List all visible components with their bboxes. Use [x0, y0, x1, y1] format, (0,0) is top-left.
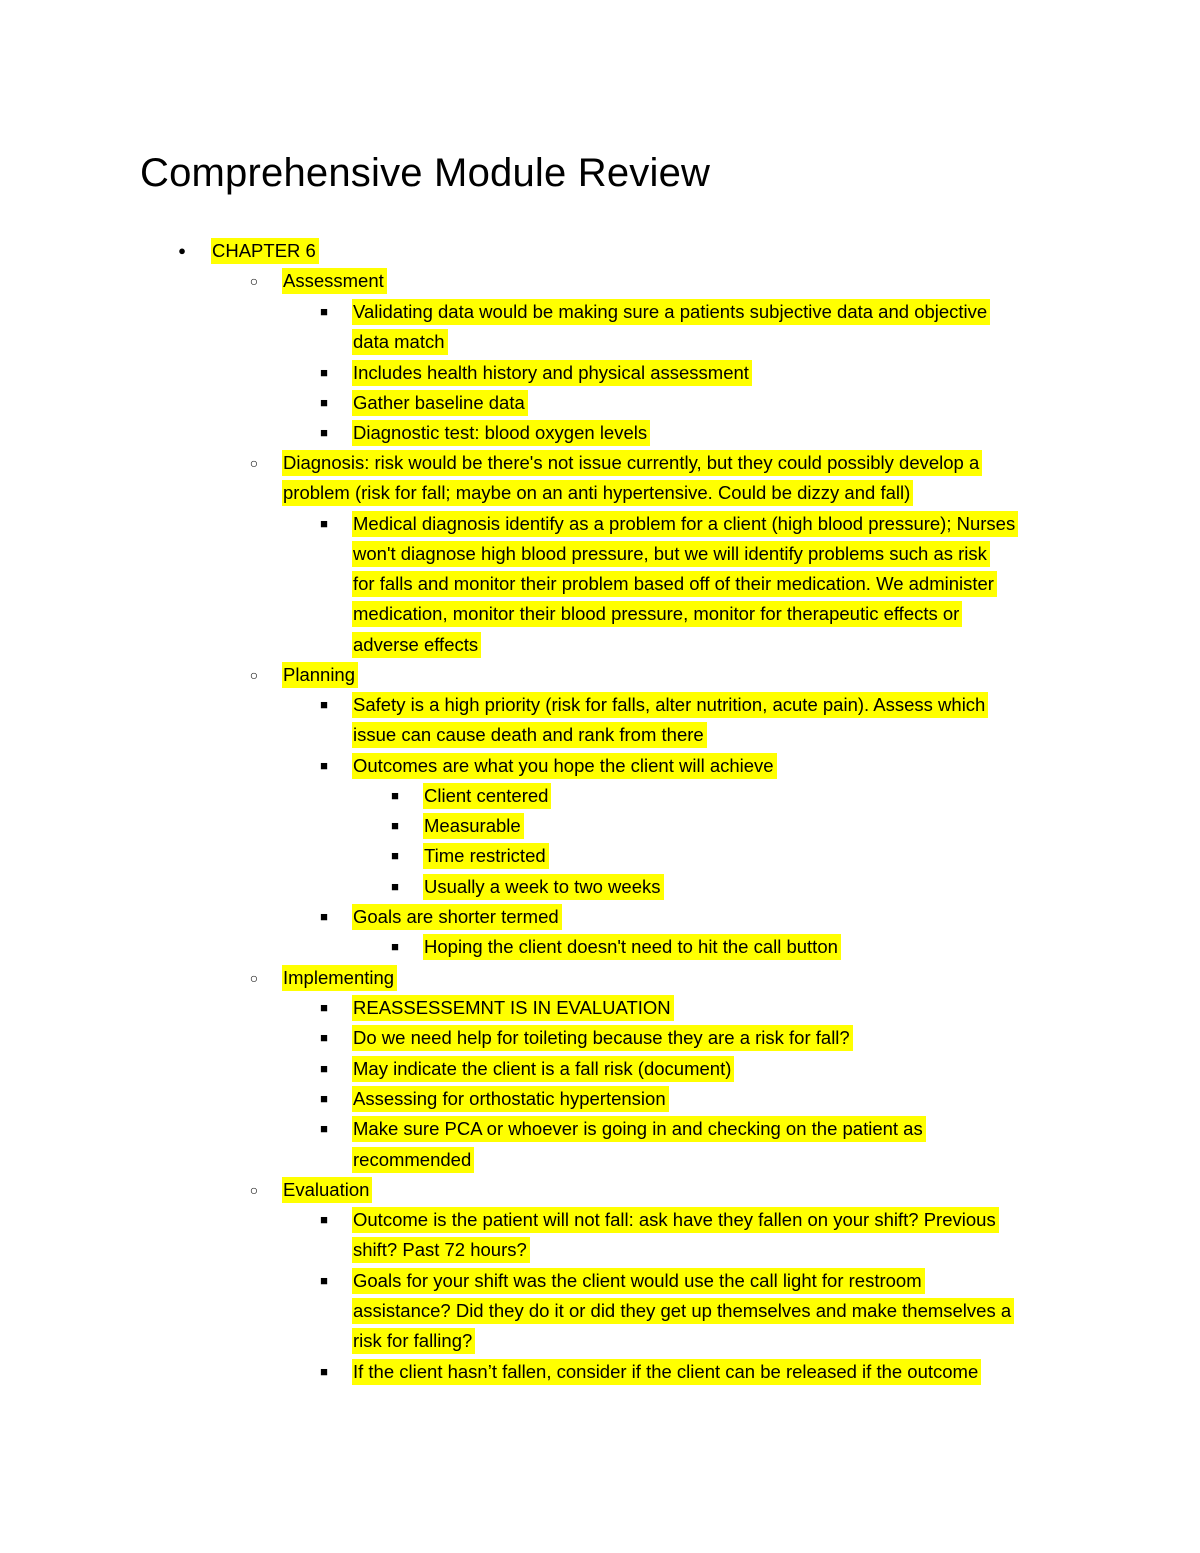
- section-heading-implementing: Implementing: [282, 963, 397, 993]
- section-heading-diagnosis: Diagnosis: risk would be there's not issue currently, but they could possibly develop a: [282, 448, 982, 478]
- list-item: Do we need help for toileting because they are a risk for fall?: [352, 1023, 853, 1053]
- bullet-level3: ■: [320, 425, 328, 440]
- bullet-level3: ■: [320, 1212, 328, 1227]
- list-item: Validating data would be making sure a patients subjective data and objective: [352, 297, 990, 327]
- bullet-level2: ○: [249, 970, 259, 986]
- list-item-continuation: issue can cause death and rank from there: [352, 720, 707, 750]
- list-item-continuation: shift? Past 72 hours?: [352, 1235, 530, 1265]
- list-item-continuation: medication, monitor their blood pressure, monitor for therapeutic effects or: [352, 599, 962, 629]
- list-item-continuation: recommended: [352, 1145, 474, 1175]
- bullet-level3: ■: [320, 1364, 328, 1379]
- list-item-continuation: adverse effects: [352, 630, 481, 660]
- bullet-level4: ■: [391, 788, 399, 803]
- list-item-continuation: for falls and monitor their problem based off of their medication. We administer: [352, 569, 997, 599]
- list-item: Time restricted: [423, 841, 549, 871]
- list-item: Goals for your shift was the client would use the call light for restroom: [352, 1266, 925, 1296]
- bullet-level4: ■: [391, 848, 399, 863]
- list-item: Diagnostic test: blood oxygen levels: [352, 418, 650, 448]
- bullet-level3: ■: [320, 365, 328, 380]
- list-item: Client centered: [423, 781, 551, 811]
- bullet-level3: ■: [320, 516, 328, 531]
- list-item: Usually a week to two weeks: [423, 872, 664, 902]
- bullet-level3: ■: [320, 395, 328, 410]
- list-item: If the client hasn’t fallen, consider if the client can be released if the outcome: [352, 1357, 981, 1387]
- section-heading-assessment: Assessment: [282, 266, 387, 296]
- list-item: Gather baseline data: [352, 388, 528, 418]
- bullet-level3: ■: [320, 1091, 328, 1106]
- bullet-level1: ●: [178, 243, 186, 258]
- list-item: REASSESSEMNT IS IN EVALUATION: [352, 993, 674, 1023]
- list-item: Medical diagnosis identify as a problem for a client (high blood pressure); Nurses: [352, 509, 1018, 539]
- bullet-level4: ■: [391, 818, 399, 833]
- list-item: Goals are shorter termed: [352, 902, 562, 932]
- bullet-level4: ■: [391, 879, 399, 894]
- list-item: Hoping the client doesn't need to hit the call button: [423, 932, 841, 962]
- list-item-continuation: won't diagnose high blood pressure, but we will identify problems such as risk: [352, 539, 990, 569]
- list-item: Safety is a high priority (risk for falls, alter nutrition, acute pain). Assess which: [352, 690, 988, 720]
- section-heading-continuation: problem (risk for fall; maybe on an anti hypertensive. Could be dizzy and fall): [282, 478, 913, 508]
- list-item: May indicate the client is a fall risk (document): [352, 1054, 734, 1084]
- section-heading-planning: Planning: [282, 660, 358, 690]
- list-item: Outcomes are what you hope the client will achieve: [352, 751, 777, 781]
- bullet-level4: ■: [391, 939, 399, 954]
- chapter-heading: CHAPTER 6: [211, 236, 319, 266]
- bullet-level3: ■: [320, 1000, 328, 1015]
- list-item: Make sure PCA or whoever is going in and checking on the patient as: [352, 1114, 926, 1144]
- bullet-level3: ■: [320, 1061, 328, 1076]
- section-heading-evaluation: Evaluation: [282, 1175, 372, 1205]
- bullet-level3: ■: [320, 304, 328, 319]
- list-item-continuation: assistance? Did they do it or did they get up themselves and make themselves a: [352, 1296, 1014, 1326]
- bullet-level2: ○: [249, 273, 259, 289]
- bullet-level3: ■: [320, 1121, 328, 1136]
- list-item-continuation: data match: [352, 327, 448, 357]
- bullet-level3: ■: [320, 758, 328, 773]
- bullet-level3: ■: [320, 1273, 328, 1288]
- list-item: Includes health history and physical assessment: [352, 358, 752, 388]
- bullet-level2: ○: [249, 667, 259, 683]
- list-item-continuation: risk for falling?: [352, 1326, 475, 1356]
- bullet-level3: ■: [320, 697, 328, 712]
- list-item: Measurable: [423, 811, 524, 841]
- bullet-level2: ○: [249, 1182, 259, 1198]
- list-item: Outcome is the patient will not fall: ask have they fallen on your shift? Previous: [352, 1205, 999, 1235]
- bullet-level2: ○: [249, 455, 259, 471]
- page-title: Comprehensive Module Review: [140, 151, 711, 195]
- bullet-level3: ■: [320, 909, 328, 924]
- bullet-level3: ■: [320, 1030, 328, 1045]
- list-item: Assessing for orthostatic hypertension: [352, 1084, 669, 1114]
